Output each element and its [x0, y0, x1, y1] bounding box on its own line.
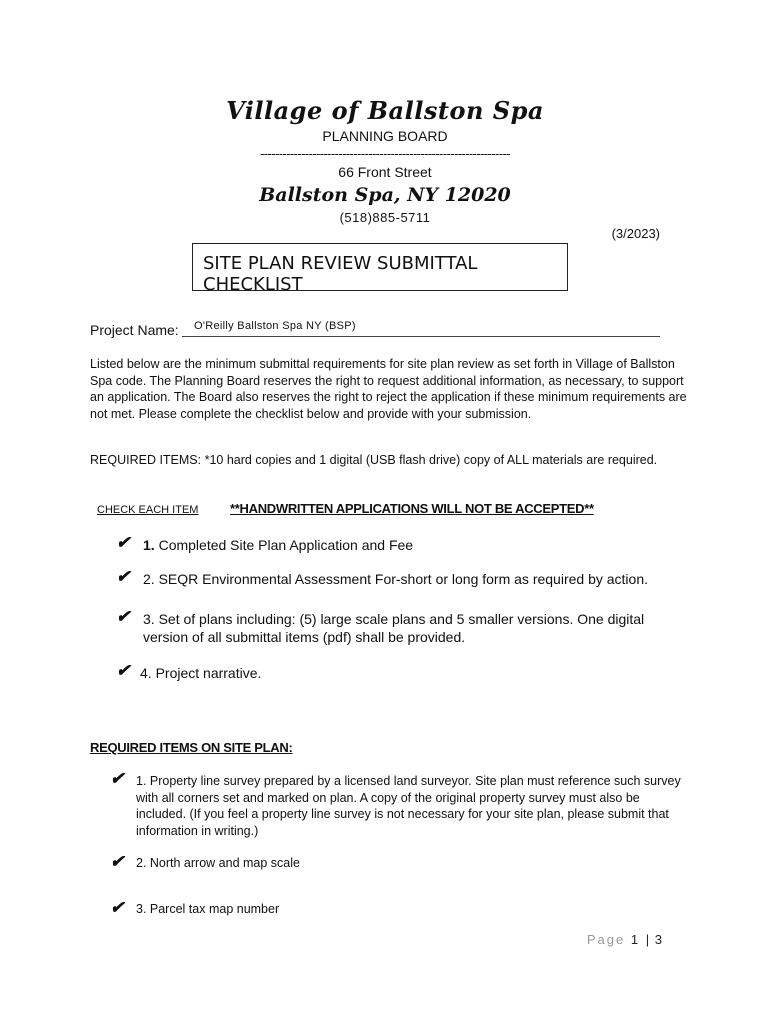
current-page: 1	[630, 932, 641, 947]
project-name-underline	[182, 336, 660, 337]
checkmark-icon[interactable]: ✔	[110, 898, 125, 917]
checklist-item	[143, 610, 683, 646]
handwritten-notice: **HANDWRITTEN APPLICATIONS WILL NOT BE ACCEPTED**	[230, 501, 594, 516]
page-label: Page	[586, 932, 626, 947]
site-plan-item: 3. Parcel tax map number	[136, 902, 280, 916]
checkmark-icon[interactable]: ✔	[116, 567, 131, 586]
item-number: 4.	[140, 665, 152, 681]
revision-date: (3/2023)	[611, 226, 660, 241]
village-title: Village of Ballston Spa	[226, 96, 544, 125]
site-plan-requirements-heading: REQUIRED ITEMS ON SITE PLAN:	[90, 740, 293, 755]
checklist-title: SITE PLAN REVIEW SUBMITTAL CHECKLIST	[203, 253, 478, 295]
total-pages: 3	[654, 932, 664, 947]
item-text: Project narrative.	[151, 665, 262, 681]
street-address: 66 Front Street	[338, 164, 432, 180]
planning-board-label: PLANNING BOARD	[322, 128, 448, 144]
item-text: Set of plans including: (5) large scale plans and 5 smaller versions. One digital version of all submittal items (pdf) shall be provided.	[143, 611, 645, 645]
checklist-item	[143, 570, 703, 588]
checklist-title-box	[192, 243, 568, 295]
page-number-footer	[587, 932, 664, 947]
checkmark-icon[interactable]: ✔	[110, 852, 125, 871]
required-items-paragraph: REQUIRED ITEMS: *10 hard copies and 1 digital (USB flash drive) copy of ALL materials are required.	[90, 453, 658, 467]
item-text: SEQR Environmental Assessment For-short or long form as required by action.	[154, 571, 649, 587]
checklist-item	[140, 664, 680, 682]
project-name-label: Project Name:	[90, 322, 179, 338]
check-each-item-label: CHECK EACH ITEM	[97, 504, 199, 516]
item-number: 3.	[143, 611, 155, 627]
project-name-value[interactable]: O'Reilly Ballston Spa NY (BSP)	[194, 320, 356, 332]
site-plan-item: 2. North arrow and map scale	[136, 856, 300, 870]
item-text: Completed Site Plan Application and Fee	[154, 537, 414, 553]
site-plan-item: 1. Property line survey prepared by a licensed land surveyor. Site plan must reference such survey with all corners set and marked on plan. A copy of the original property survey must also be included. (If you feel a property line survey is not necessary for your site plan, please submit that information in writing.)	[136, 774, 681, 838]
checkmark-icon[interactable]: ✔	[116, 607, 131, 626]
checkmark-icon[interactable]: ✔	[110, 769, 125, 788]
checkmark-icon[interactable]: ✔	[116, 661, 131, 680]
item-number: 2.	[143, 571, 155, 587]
checklist-item	[143, 536, 683, 554]
page-separator: |	[645, 932, 650, 947]
intro-paragraph: Listed below are the minimum submittal requirements for site plan review as set forth in Village of Ballston Spa code. The Planning Board reserves the right to request additional information, as necessary, to support an application. The Board also reserves the right to reject the application if these minimum requirements are not met. Please complete the checklist below and provide with your submission.	[90, 357, 687, 421]
city-state-zip: Ballston Spa, NY 12020	[259, 184, 511, 206]
divider-dashes: -------------------------------------------------------------------	[260, 146, 510, 161]
phone-number: (518)885-5711	[339, 210, 431, 225]
checkmark-icon[interactable]: ✔	[116, 533, 131, 552]
item-number: 1.	[143, 537, 155, 553]
